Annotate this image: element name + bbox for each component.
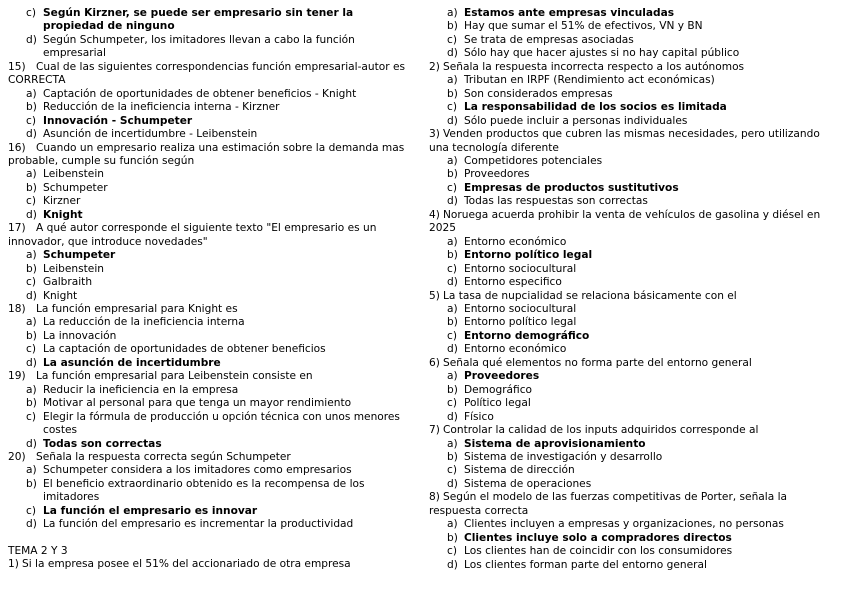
- correct-answer-text: La función el empresario es innovar: [43, 504, 258, 517]
- answer-option: [26, 330, 408, 343]
- question-block: [429, 128, 841, 209]
- answer-option: [26, 505, 408, 518]
- option-letter: b): [26, 477, 37, 490]
- correct-answer-text: Empresas de productos sustitutivos: [464, 181, 679, 194]
- answer-option: [447, 518, 841, 531]
- option-text: La reducción de la ineficiencia interna: [43, 316, 245, 329]
- question-number: 17): [8, 222, 26, 235]
- correct-answer-text: Schumpeter: [43, 249, 116, 262]
- option-letter: c): [447, 329, 457, 342]
- option-text: Político legal: [464, 397, 531, 410]
- option-letter: b): [26, 262, 37, 275]
- option-letter: d): [26, 356, 37, 369]
- correct-answer-text: Knight: [43, 208, 83, 221]
- question-block: [429, 209, 841, 290]
- question-text: 3) Venden productos que cubren las mismas necesidades, pero utilizando una tecnología diferente: [429, 128, 820, 154]
- option-letter: b): [447, 20, 458, 33]
- correct-answer-text: Estamos ante empresas vinculadas: [464, 7, 675, 19]
- answer-option: [26, 249, 408, 262]
- answer-option: [447, 263, 841, 276]
- option-text: Elegir la fórmula de producción u opción técnica con unos menores costes: [43, 410, 400, 437]
- answer-option: [26, 411, 408, 438]
- question-number: 15): [8, 60, 26, 73]
- correct-answer-text: Sistema de aprovisionamiento: [464, 437, 646, 450]
- option-letter: b): [447, 450, 458, 463]
- answer-option: [447, 34, 841, 47]
- answer-option: [447, 438, 841, 451]
- option-text: La captación de oportunidades de obtener beneficios: [43, 343, 326, 356]
- correct-answer-text: Innovación - Schumpeter: [43, 114, 193, 127]
- question-block: [429, 424, 841, 491]
- answer-option: [447, 478, 841, 491]
- option-letter: a): [26, 383, 37, 396]
- answer-option: [447, 411, 841, 424]
- option-letter: c): [447, 101, 457, 114]
- answer-option: [447, 155, 841, 168]
- question-text: 7) Controlar la calidad de los inputs adquiridos corresponde al: [429, 424, 759, 437]
- question-header: [429, 424, 841, 437]
- option-letter: c): [447, 181, 457, 194]
- option-text: Todas las respuestas son correctas: [464, 195, 648, 208]
- question-block: [8, 451, 408, 532]
- right-column: [429, 7, 841, 572]
- option-text: Schumpeter: [43, 181, 108, 194]
- question-text: 19) La función empresarial para Leibenstein consiste en: [8, 370, 313, 383]
- question-header: [429, 491, 841, 518]
- option-text: Sólo puede incluir a personas individuales: [464, 114, 688, 127]
- option-text: Según Schumpeter, los imitadores llevan a cabo la función empresarial: [43, 33, 355, 60]
- question-text: 5) La tasa de nupcialidad se relaciona básicamente con el: [429, 289, 737, 302]
- question-number: 1): [8, 558, 19, 571]
- answer-option: [447, 7, 841, 20]
- question-number: 6): [429, 356, 440, 369]
- option-letter: a): [26, 87, 37, 100]
- question-block: [8, 142, 408, 223]
- option-letter: d): [447, 47, 458, 60]
- option-letter: a): [447, 235, 458, 248]
- option-letter: c): [26, 410, 36, 423]
- question-text: 17) A qué autor corresponde el siguiente texto "El empresario es un innovador, que introduce novedades": [8, 222, 377, 248]
- option-text: Sistema de dirección: [464, 464, 575, 477]
- answer-option: [447, 47, 841, 60]
- option-letter: c): [26, 343, 36, 356]
- option-text: Entorno sociocultural: [464, 302, 577, 315]
- option-letter: b): [447, 316, 458, 329]
- question-block: [429, 290, 841, 357]
- option-letter: a): [26, 168, 37, 181]
- option-letter: c): [26, 504, 36, 517]
- option-letter: d): [26, 128, 37, 141]
- question-number: 19): [8, 370, 26, 383]
- section-title: TEMA 2 Y 3: [8, 544, 68, 557]
- answer-option: [26, 478, 408, 505]
- question-text: 6) Señala qué elementos no forma parte del entorno general: [429, 356, 752, 369]
- question-block: [8, 61, 408, 142]
- question-header: [429, 128, 841, 155]
- option-text: Leibenstein: [43, 262, 104, 275]
- answer-option: [447, 464, 841, 477]
- question-text: 2) Señala la respuesta incorrecta respecto a los autónomos: [429, 60, 745, 73]
- option-letter: d): [26, 289, 37, 302]
- answer-option: [26, 384, 408, 397]
- answer-option: [26, 101, 408, 114]
- correct-answer-text: Proveedores: [464, 370, 540, 383]
- question-number: 4): [429, 208, 440, 221]
- question-header: [8, 61, 408, 88]
- option-letter: d): [447, 477, 458, 490]
- answer-option: [447, 397, 841, 410]
- option-letter: d): [26, 33, 37, 46]
- option-letter: b): [26, 101, 37, 114]
- answer-option: [26, 182, 408, 195]
- option-letter: a): [26, 316, 37, 329]
- question-block: [8, 303, 408, 370]
- option-letter: a): [26, 464, 37, 477]
- answer-option: [447, 370, 841, 383]
- answer-option: [447, 182, 841, 195]
- question-header: [429, 209, 841, 236]
- answer-option: [26, 88, 408, 101]
- answer-option: [26, 357, 408, 370]
- question-header: [8, 370, 408, 383]
- answer-option: [26, 290, 408, 303]
- option-text: Competidores potenciales: [464, 154, 603, 167]
- answer-option: [447, 88, 841, 101]
- option-text: Knight: [43, 289, 78, 302]
- option-letter: c): [447, 262, 457, 275]
- correct-answer-text: Según Kirzner, se puede ser empresario sin tener la propiedad de ninguno: [43, 7, 354, 33]
- answer-option: [447, 303, 841, 316]
- option-letter: b): [447, 168, 458, 181]
- answer-option: [26, 168, 408, 181]
- question-header: [429, 290, 841, 303]
- option-text: Entorno especifico: [464, 276, 562, 289]
- answer-option: [26, 316, 408, 329]
- option-letter: c): [26, 7, 36, 19]
- option-text: Entorno sociocultural: [464, 262, 577, 275]
- option-text: Schumpeter considera a los imitadores como empresarios: [43, 464, 352, 477]
- option-text: Reducción de la ineficiencia interna - Kirzner: [43, 101, 280, 114]
- answer-option: [447, 101, 841, 114]
- option-text: Los clientes forman parte del entorno general: [464, 558, 707, 571]
- question-header: [429, 61, 841, 74]
- option-text: Entorno económico: [464, 235, 567, 248]
- answer-option: [26, 276, 408, 289]
- answer-option: [26, 397, 408, 410]
- option-text: Sistema de operaciones: [464, 477, 592, 490]
- answer-option: [447, 195, 841, 208]
- option-text: Captación de oportunidades de obtener beneficios - Knight: [43, 87, 357, 100]
- option-letter: a): [447, 370, 458, 383]
- answer-option: [26, 518, 408, 531]
- question-text: 8) Según el modelo de las fuerzas competitivas de Porter, señala la respuesta correcta: [429, 491, 788, 517]
- option-letter: d): [447, 195, 458, 208]
- option-letter: a): [26, 249, 37, 262]
- question-number: 16): [8, 141, 26, 154]
- option-letter: c): [447, 33, 457, 46]
- option-letter: c): [26, 114, 36, 127]
- option-letter: d): [26, 437, 37, 450]
- answer-option: [26, 34, 408, 61]
- option-letter: b): [26, 181, 37, 194]
- option-letter: d): [26, 518, 37, 531]
- option-letter: b): [26, 329, 37, 342]
- option-text: Leibenstein: [43, 168, 104, 181]
- correct-answer-text: Entorno demográfico: [464, 329, 590, 342]
- question-header: [429, 357, 841, 370]
- option-letter: a): [447, 74, 458, 87]
- answer-option: [26, 263, 408, 276]
- answer-option: [447, 545, 841, 558]
- question-header: [8, 222, 408, 249]
- question-number: 18): [8, 302, 26, 315]
- correct-answer-text: La asunción de incertidumbre: [43, 356, 221, 369]
- question-block: [429, 61, 841, 128]
- question-block: [8, 558, 408, 571]
- option-letter: d): [447, 276, 458, 289]
- option-text: Clientes incluyen a empresas y organizaciones, no personas: [464, 518, 784, 531]
- answer-option: [447, 559, 841, 572]
- option-text: Proveedores: [464, 168, 530, 181]
- question-number: 5): [429, 289, 440, 302]
- option-letter: c): [447, 464, 457, 477]
- question-header: [8, 142, 408, 169]
- answer-option: [26, 343, 408, 356]
- option-text: Reducir la ineficiencia en la empresa: [43, 383, 239, 396]
- question-number: 8): [429, 491, 440, 504]
- option-letter: b): [447, 87, 458, 100]
- answer-option: [447, 115, 841, 128]
- option-text: Físico: [464, 410, 494, 423]
- correct-answer-text: La responsabilidad de los socios es limitada: [464, 101, 727, 114]
- question-number: 7): [429, 424, 440, 437]
- answer-option: [447, 330, 841, 343]
- option-text: Sistema de investigación y desarrollo: [464, 450, 663, 463]
- option-text: Entorno político legal: [464, 316, 577, 329]
- option-letter: b): [26, 397, 37, 410]
- answer-option: [447, 236, 841, 249]
- question-text: 15) Cual de las siguientes correspondencias función empresarial-autor es CORRECTA: [8, 60, 405, 87]
- option-letter: d): [447, 114, 458, 127]
- answer-option: [447, 343, 841, 356]
- option-text: Los clientes han de coincidir con los consumidores: [464, 545, 733, 558]
- option-letter: c): [26, 276, 36, 289]
- option-letter: c): [26, 195, 36, 208]
- option-text: La innovación: [43, 329, 117, 342]
- answer-option: [447, 276, 841, 289]
- question-header: [8, 558, 408, 571]
- question-block: [429, 491, 841, 572]
- option-letter: d): [447, 343, 458, 356]
- answer-option: [447, 249, 841, 262]
- question-text: 18) La función empresarial para Knight es: [8, 302, 238, 315]
- option-text: Hay que sumar el 51% de efectivos, VN y BN: [464, 20, 703, 33]
- option-text: Galbraith: [43, 276, 93, 289]
- option-text: Sólo hay que hacer ajustes si no hay capital público: [464, 47, 740, 60]
- question-text: 16) Cuando un empresario realiza una estimación sobre la demanda mas probable, cumple su función según: [8, 141, 405, 167]
- correct-answer-text: Todas son correctas: [43, 437, 162, 450]
- option-letter: d): [26, 208, 37, 221]
- correct-answer-text: Clientes incluye solo a compradores directos: [464, 531, 732, 544]
- question-header: [8, 303, 408, 316]
- option-letter: c): [447, 545, 457, 558]
- question-text: 20) Señala la respuesta correcta según Schumpeter: [8, 450, 291, 463]
- question-block: [8, 370, 408, 451]
- question-number: 3): [429, 128, 440, 141]
- answer-option: [26, 115, 408, 128]
- answer-option: [447, 384, 841, 397]
- answer-option: [26, 7, 408, 34]
- option-letter: d): [447, 410, 458, 423]
- option-letter: a): [447, 518, 458, 531]
- answer-option: [447, 316, 841, 329]
- option-letter: d): [447, 558, 458, 571]
- option-letter: a): [447, 302, 458, 315]
- option-text: Tributan en IRPF (Rendimiento act económicas): [464, 74, 715, 87]
- option-text: Entorno económico: [464, 343, 567, 356]
- answer-option: [26, 209, 408, 222]
- option-text: Demográfico: [464, 383, 533, 396]
- option-text: Se trata de empresas asociadas: [464, 33, 634, 46]
- option-text: Kirzner: [43, 195, 81, 208]
- option-text: Son considerados empresas: [464, 87, 613, 100]
- option-text: Motivar al personal para que tenga un mayor rendimiento: [43, 397, 352, 410]
- option-letter: a): [447, 154, 458, 167]
- question-number: 20): [8, 450, 26, 463]
- answer-option: [26, 195, 408, 208]
- option-letter: a): [447, 437, 458, 450]
- option-letter: c): [447, 397, 457, 410]
- answer-option: [26, 464, 408, 477]
- left-column: [8, 7, 408, 572]
- option-text: El beneficio extraordinario obtenido es la recompensa de los imitadores: [43, 477, 365, 504]
- question-header: [8, 451, 408, 464]
- answer-option: [447, 451, 841, 464]
- answer-option: [447, 168, 841, 181]
- question-number: 2): [429, 60, 440, 73]
- answer-option: [447, 532, 841, 545]
- question-text: 4) Noruega acuerda prohibir la venta de vehículos de gasolina y diésel en 2025: [429, 208, 821, 235]
- option-letter: b): [447, 383, 458, 396]
- answer-option: [447, 74, 841, 87]
- question-text: 1) Si la empresa posee el 51% del accionariado de otra empresa: [8, 558, 351, 571]
- option-letter: b): [447, 531, 458, 544]
- answer-option: [26, 128, 408, 141]
- option-letter: b): [447, 249, 458, 262]
- answer-option: [26, 438, 408, 451]
- answer-option: [447, 20, 841, 33]
- correct-answer-text: Entorno político legal: [464, 249, 593, 262]
- option-letter: a): [447, 7, 458, 19]
- question-block: [8, 222, 408, 303]
- question-block: [429, 357, 841, 424]
- option-text: La función del empresario es incrementar la productividad: [43, 518, 354, 531]
- option-text: Asunción de incertidumbre - Leibenstein: [43, 128, 258, 141]
